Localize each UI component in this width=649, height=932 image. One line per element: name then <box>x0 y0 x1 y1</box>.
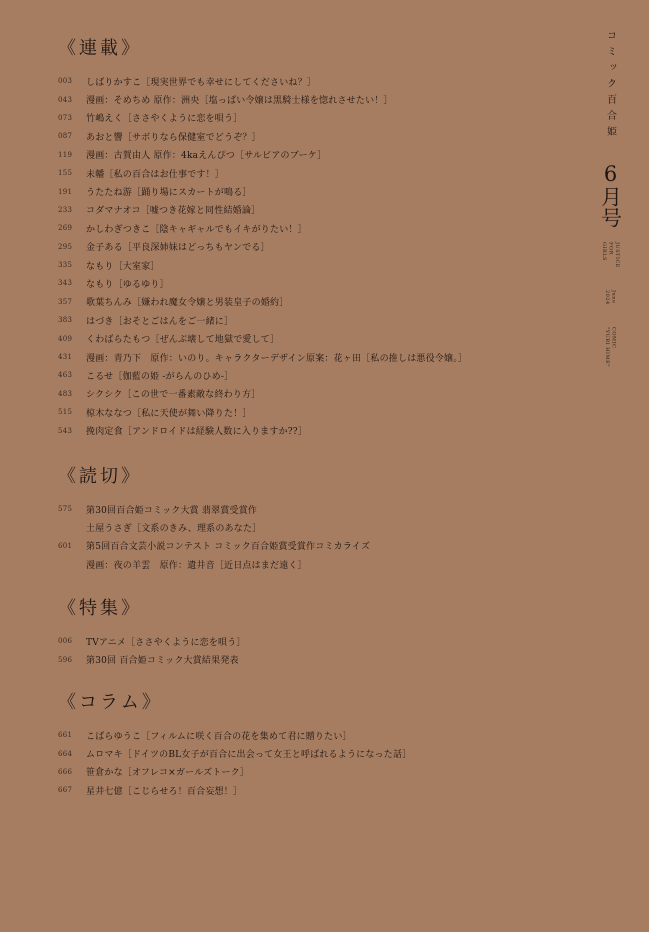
toc-entry <box>58 403 578 421</box>
page-number: 543 <box>58 426 73 435</box>
page-number: 003 <box>58 77 73 86</box>
entry-title: 竹嶋えく［ささやくように恋を唄う］ <box>86 114 243 125</box>
toc-entry <box>58 329 578 347</box>
page-number: 664 <box>58 749 73 758</box>
toc-entry <box>58 555 578 573</box>
entry-title: 漫画：古賀由人 原作：4kaえんぴつ［サルビアのブーケ］ <box>86 151 327 162</box>
section-title-serial: 《連載》 <box>58 38 142 59</box>
feature-list <box>58 632 578 669</box>
column-list <box>58 726 578 800</box>
entry-title: うたたね游［踊り場にスカートが鳴る］ <box>86 188 252 199</box>
toc-entry <box>58 632 578 650</box>
entry-title: あおと響［サボりなら保健室でどうぞ？］ <box>86 132 261 143</box>
entry-title: 土屋うさぎ［文系のきみ、理系のあなた］ <box>86 524 262 535</box>
toc-entry <box>58 146 578 164</box>
page-number: 295 <box>58 242 73 251</box>
entry-title: 笹倉かな［オフレコ×ガールズトーク］ <box>86 768 250 779</box>
issue-date: June 2024 <box>604 289 617 305</box>
serial-list <box>58 72 578 440</box>
entry-title: TVアニメ［ささやくように恋を唄う］ <box>86 637 246 648</box>
toc-entry <box>58 537 578 555</box>
issue-month: 6月号 <box>598 162 623 228</box>
toc-entry <box>58 366 578 384</box>
entry-title: 第30回百合姫コミック大賞 翡翠賞受賞作 <box>86 505 258 516</box>
toc-entry <box>58 744 578 762</box>
magazine-title: コミック百合姫 <box>604 30 616 142</box>
page-number: 155 <box>58 169 73 178</box>
entry-title: しばりかすこ［現実世界でも幸せにしてくださいね？］ <box>86 77 317 88</box>
page-number: 431 <box>58 353 73 362</box>
entry-title: 歌葉ちんみ［嫌われ魔女令嬢と男装皇子の婚約］ <box>86 298 289 309</box>
page-number: 596 <box>58 655 73 664</box>
entry-title: 未幡［私の百合はお仕事です！］ <box>86 169 225 180</box>
side-column <box>590 30 630 367</box>
toc-entry <box>58 182 578 200</box>
toc-entry <box>58 421 578 439</box>
toc-entry <box>58 72 578 90</box>
column-section <box>58 690 578 800</box>
toc-entry <box>58 311 578 329</box>
toc-entry <box>58 348 578 366</box>
page-number: 119 <box>58 150 73 159</box>
tagline-comic: COMIC "YURI HIME" <box>604 326 617 367</box>
section-title-oneshot: 《読切》 <box>58 466 142 487</box>
entry-title: なもり［ゆるゆり］ <box>86 279 169 290</box>
entry-title: 漫画：青乃下 原作：いのり。キャラクターデザイン原案：花ヶ田［私の推しは悪役令嬢。］ <box>86 353 468 364</box>
toc-entry <box>58 90 578 108</box>
entry-title: 挽肉定食［アンドロイドは経験人数に入りますか??］ <box>86 427 308 438</box>
page-number: 043 <box>58 95 73 104</box>
entry-title: 椋木ななつ［私に天使が舞い降りた！］ <box>86 408 252 419</box>
page-number: 575 <box>58 505 73 514</box>
page-number: 515 <box>58 408 73 417</box>
toc-entry <box>58 500 578 518</box>
page-number: 601 <box>58 541 73 550</box>
page-number: 006 <box>58 637 73 646</box>
tagline-justice: JUSTICE FOR GIRLS <box>600 242 620 268</box>
page-number: 335 <box>58 261 73 270</box>
page-number: 463 <box>58 371 73 380</box>
page-number: 191 <box>58 187 73 196</box>
page-number: 483 <box>58 389 73 398</box>
section-title-column: 《コラム》 <box>58 692 163 713</box>
toc-entry <box>58 219 578 237</box>
page-number: 073 <box>58 113 73 122</box>
section-title-feature: 《特集》 <box>58 598 142 619</box>
entry-title: ムロマキ［ドイツのBL女子が百合に出会って女王と呼ばれるようになった話］ <box>86 750 412 761</box>
toc-entry <box>58 650 578 668</box>
toc-entry <box>58 127 578 145</box>
entry-title: 金子ある［平良深姉妹はどっちもヤンでる］ <box>86 243 270 254</box>
toc-entry <box>58 238 578 256</box>
page-number: 233 <box>58 205 73 214</box>
entry-title: なもり［大室家］ <box>86 261 160 272</box>
entry-title: シクシク［この世で一番素敵な終わり方］ <box>86 390 261 401</box>
entry-title: 漫画：夜の羊雲 原作：遺井音［近日点はまだ遠く］ <box>86 560 307 571</box>
entry-title: こばらゆうこ［フィルムに咲く百合の花を集めて君に贈りたい］ <box>86 731 352 742</box>
entry-title: 星井七億［こじらせろ！百合妄想！］ <box>86 786 243 797</box>
feature-section <box>58 596 578 669</box>
page-number: 409 <box>58 334 73 343</box>
page-number: 383 <box>58 316 73 325</box>
entry-title: 漫画：そめちめ 原作：洲央［塩っぱい令嬢は黒騎士様を惚れさせたい！］ <box>86 96 393 107</box>
toc-entry <box>58 781 578 799</box>
entry-title: コダマナオコ［嘘つき花嫁と同性結婚論］ <box>86 206 261 217</box>
toc-entry <box>58 763 578 781</box>
serial-section <box>58 36 578 440</box>
page-number: 661 <box>58 731 73 740</box>
entry-title: 第30回 百合姫コミック大賞結果発表 <box>86 656 239 667</box>
entry-title: くわばらたもつ［ぜんぶ壊して地獄で愛して］ <box>86 335 280 346</box>
page-number: 343 <box>58 279 73 288</box>
entry-title: こるせ［伽藍の姫 -がらんのひめ-］ <box>86 371 234 382</box>
oneshot-list <box>58 500 578 574</box>
toc-entry <box>58 385 578 403</box>
toc-entry <box>58 274 578 292</box>
page-number: 667 <box>58 786 73 795</box>
toc-entry <box>58 518 578 536</box>
toc-entry <box>58 726 578 744</box>
toc-entry <box>58 201 578 219</box>
toc-entry <box>58 109 578 127</box>
toc-entry <box>58 164 578 182</box>
page-number: 357 <box>58 297 73 306</box>
page-number: 087 <box>58 132 73 141</box>
page-number: 666 <box>58 767 73 776</box>
toc-entry <box>58 293 578 311</box>
entry-title: 第5回百合文芸小説コンテスト コミック百合姫賞受賞作コミカライズ <box>86 542 371 553</box>
oneshot-section <box>58 464 578 574</box>
entry-title: かしわぎつきこ［陰キャギャルでもイキがりたい！］ <box>86 224 307 235</box>
toc-entry <box>58 256 578 274</box>
entry-title: はづき［おそとごはんをご一緒に］ <box>86 316 234 327</box>
page-number: 269 <box>58 224 73 233</box>
